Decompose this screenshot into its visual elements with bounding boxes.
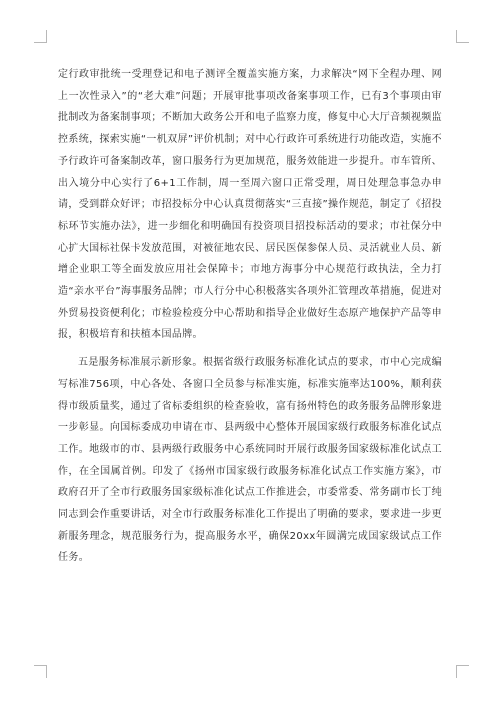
paragraph-service-efficiency: 定行政审批统一受理登记和电子测评全覆盖实施方案，力求解决“网下全程办理、网上一次性录入”的“老大难”问题；开展审批事项改备案事项工作，已有3个事项由审批制改为备案制事项；不断加大政务公开和电子监察力度，修复中心大厅音频视频监控系统，探索实施“一机双屏”评价机制；对中心行政许可系统进行功能改造，实施不予行政许可备案制改革，窗口服务行为更加规范，服务效能进一步提升。市车管所、出入境分中心实行了6+1工作制，周一至周六窗口正常受理，周日处理急事急办申请，受到群众好评；市招投标分中心认真贯彻落实“三直接”操作规范，制定了《招投标环节实施办法》，进一步细化和明确国有投资项目招投标活动的要求；市社保分中心扩大国标社保卡发放范围，对被征地农民、居民医保参保人员、灵活就业人员、新增企业职工等全面发放应用社会保障卡；市地方海事分中心规范行政执法，全力打造“亲水平台”海事服务品牌；市人行分中心积极落实各项外汇管理改革措施，促进对外贸易投资便利化；市检验检疫分中心帮助和指导企业做好生态原产地保护产品等申报，积极培育和扶植本国品牌。 (58, 69, 442, 341)
document-body (58, 64, 442, 569)
paragraph-service-standard: 五是服务标准展示新形象。根据省级行政服务标准化试点的要求，市中心完成编写标准756项，中心各处、各窗口全员参与标准实施，标准实施率达100%，顺利获得市级质量奖，通过了省标委组织的检查验收，富有扬州特色的政务服务品牌形象进一步彰显。向国标委成功申请在市、县两级中心整体开展国家级行政服务标准化试点工作。地级市的市、县两级行政服务中心系统同时开展行政服务国家级标准化试点工作，在全国属首例。印发了《扬州市国家级行政服务标准化试点工作实施方案》，市政府召开了全市行政服务国家级标准化试点工作推进会，市委常委、常务副市长丁纯同志到会作重要讲话，对全市行政服务标准化工作提出了明确的要求，要求进一步更新服务理念，规范服务行为，提高服务水平，确保20xx年圆满完成国家级试点工作任务。 (58, 357, 442, 564)
crop-mark-top-left (34, 30, 47, 43)
crop-mark-top-right (456, 30, 469, 43)
crop-mark-bottom-right (456, 665, 469, 678)
crop-mark-bottom-left (34, 665, 47, 678)
